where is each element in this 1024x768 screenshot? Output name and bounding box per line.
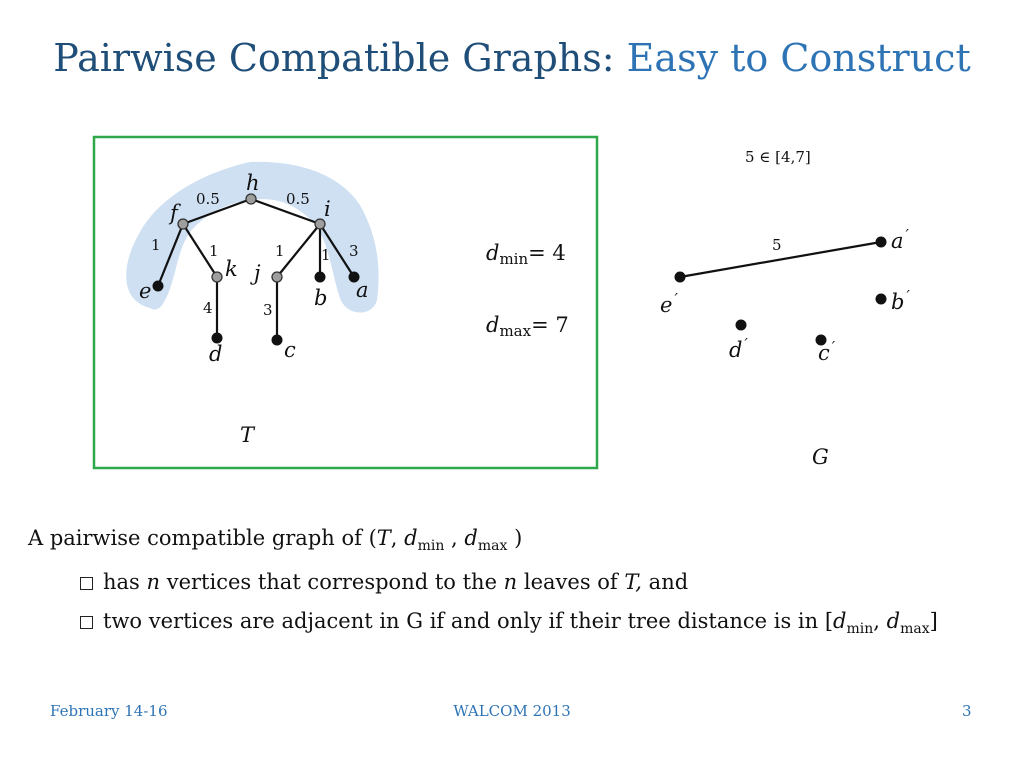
weight-h-f: 0.5	[196, 190, 220, 208]
node-h	[246, 194, 256, 204]
leaf-c	[272, 335, 283, 346]
weight-f-e: 1	[151, 236, 161, 254]
node-j	[272, 272, 282, 282]
label-a-prime: a ′	[891, 226, 909, 253]
label-k: k	[225, 257, 238, 281]
label-e: e	[139, 279, 152, 303]
definition-intro: A pairwise compatible graph of (T, $d_{min}$ , $d_{max}$ )	[28, 526, 523, 555]
label-h: h	[246, 171, 260, 195]
distance-note: 5 ∈ [4,7]	[745, 148, 811, 166]
leaf-b	[315, 272, 326, 283]
tree-label: T	[240, 423, 255, 447]
footer-date: February 14-16	[50, 702, 168, 720]
definition-bullet-1: has n vertices that correspond to the n leaves of T, and	[80, 570, 688, 594]
weight-i-b: 1	[321, 246, 331, 264]
label-f: f	[170, 201, 178, 225]
weight-i-j: 1	[275, 242, 285, 260]
label-c-prime: c ′	[818, 338, 836, 365]
label-b: b	[314, 286, 328, 310]
label-j: j	[254, 261, 261, 285]
label-c: c	[284, 338, 296, 362]
weight-f-k: 1	[209, 242, 219, 260]
vertex-a-prime	[876, 237, 887, 248]
checkbox-bullet-icon	[80, 616, 93, 629]
definition-bullet-2: two vertices are adjacent in G if and only if their tree distance is in [$d_{min}$, $d_{max}$]	[80, 609, 938, 637]
graph-label: G	[812, 445, 829, 469]
footer-conference: WALCOM 2013	[453, 702, 571, 720]
label-e-prime: e ′	[660, 290, 678, 317]
label-b-prime: b ′	[891, 287, 910, 314]
weight-e-a: 5	[772, 236, 782, 254]
weight-h-i: 0.5	[286, 190, 310, 208]
title-main: Pairwise Compatible Graphs:	[53, 36, 615, 80]
checkbox-bullet-icon	[80, 577, 93, 590]
weight-k-d: 4	[203, 299, 213, 317]
label-i: i	[324, 197, 331, 221]
leaf-e	[153, 281, 164, 292]
dmax-label: dmax= 7	[486, 313, 569, 340]
label-d: d	[209, 342, 223, 366]
footer-page-number: 3	[962, 702, 972, 720]
weight-j-c: 3	[263, 301, 273, 319]
node-k	[212, 272, 222, 282]
node-f	[178, 219, 188, 229]
vertex-b-prime	[876, 294, 887, 305]
label-a: a	[356, 278, 369, 302]
vertex-d-prime	[736, 320, 747, 331]
dmin-label: dmin= 4	[486, 241, 566, 268]
weight-i-a: 3	[349, 242, 359, 260]
title-accent: Easy to Construct	[626, 36, 971, 80]
vertex-e-prime	[675, 272, 686, 283]
label-d-prime: d ′	[729, 335, 748, 362]
